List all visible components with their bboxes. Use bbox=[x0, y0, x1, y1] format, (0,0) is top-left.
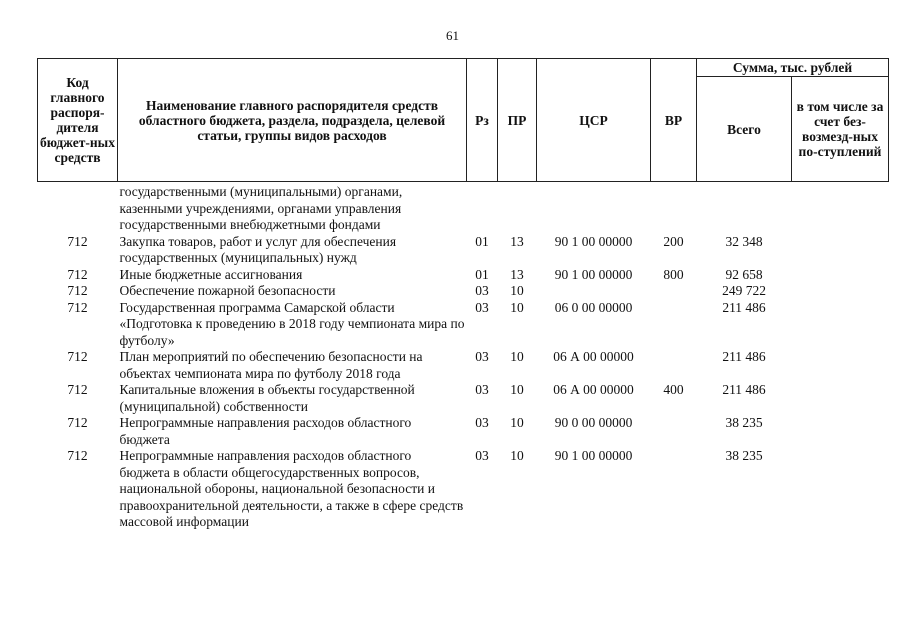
cell-rz: 03 bbox=[475, 415, 489, 430]
cell-total: 211 486 bbox=[722, 382, 766, 397]
cell-gratuitous bbox=[792, 283, 889, 300]
cell-csr: 06 А 00 00000 bbox=[553, 382, 634, 397]
header-rz: Рз bbox=[467, 59, 498, 182]
cell-rz: 03 bbox=[475, 448, 489, 463]
header-code: Код главного распоря-дителя бюджет-ных средств bbox=[38, 59, 118, 182]
table-row bbox=[38, 182, 889, 234]
cell-total: 38 235 bbox=[725, 415, 763, 430]
table-body bbox=[38, 182, 889, 531]
budget-table bbox=[37, 58, 889, 531]
cell-rz: 03 bbox=[475, 283, 489, 298]
cell-rz: 01 bbox=[475, 233, 489, 249]
table-row bbox=[38, 234, 889, 267]
cell-gratuitous bbox=[792, 234, 889, 267]
cell-gratuitous bbox=[792, 415, 889, 448]
header-sum: Сумма, тыс. рублей bbox=[697, 59, 889, 77]
cell-csr: 06 0 00 00000 bbox=[554, 299, 633, 315]
cell-name: Обеспечение пожарной безопасности bbox=[119, 283, 336, 298]
cell-rz: 03 bbox=[475, 349, 489, 364]
cell-vr: 800 bbox=[663, 266, 684, 282]
cell-code: 712 bbox=[67, 448, 88, 463]
table-row bbox=[38, 382, 889, 415]
cell-pr: 10 bbox=[510, 299, 524, 315]
header-total: Всего bbox=[697, 77, 792, 182]
cell-total: 38 235 bbox=[725, 448, 763, 463]
cell-vr bbox=[651, 300, 697, 350]
table-row bbox=[38, 448, 889, 531]
header-vr: ВР bbox=[651, 59, 697, 182]
cell-code: 712 bbox=[67, 233, 88, 249]
cell-gratuitous bbox=[792, 382, 889, 415]
table-row bbox=[38, 267, 889, 284]
table-header bbox=[38, 59, 889, 182]
cell-csr: 90 1 00 00000 bbox=[554, 266, 633, 282]
cell-vr bbox=[651, 283, 697, 300]
cell-csr: 06 А 00 00000 bbox=[553, 349, 634, 364]
cell-csr: 90 0 00 00000 bbox=[554, 415, 633, 430]
cell-total bbox=[697, 182, 792, 234]
header-csr: ЦСР bbox=[537, 59, 651, 182]
cell-name: Иные бюджетные ассигнования bbox=[119, 266, 303, 282]
cell-pr: 10 bbox=[510, 382, 524, 397]
cell-code: 712 bbox=[67, 382, 88, 397]
cell-code: 712 bbox=[67, 349, 88, 364]
cell-total: 211 486 bbox=[722, 299, 766, 315]
cell-code bbox=[38, 182, 118, 234]
cell-pr: 13 bbox=[510, 266, 524, 282]
cell-gratuitous bbox=[792, 182, 889, 234]
cell-gratuitous bbox=[792, 349, 889, 382]
cell-csr: 90 1 00 00000 bbox=[554, 233, 633, 249]
cell-name: государственными (муниципальными) органами, казенными учреждениями, органами управления государственными внебюджетными фондами bbox=[119, 184, 403, 232]
cell-gratuitous bbox=[792, 448, 889, 531]
cell-name: Закупка товаров, работ и услуг для обеспечения государственных (муниципальных) нужд bbox=[119, 233, 397, 265]
cell-code: 712 bbox=[67, 266, 88, 282]
cell-name: Государственная программа Самарской области «Подготовка к проведению в 2018 году чемпионата мира по футболу» bbox=[119, 299, 465, 348]
cell-total: 32 348 bbox=[725, 233, 763, 249]
cell-vr bbox=[651, 448, 697, 531]
cell-total: 211 486 bbox=[722, 349, 766, 364]
header-pr: ПР bbox=[498, 59, 537, 182]
cell-rz bbox=[467, 182, 498, 234]
cell-pr bbox=[498, 182, 537, 234]
cell-pr: 10 bbox=[510, 349, 524, 364]
cell-total: 249 722 bbox=[722, 283, 766, 298]
page-number: 61 bbox=[446, 28, 459, 43]
cell-pr: 10 bbox=[510, 448, 524, 463]
cell-code: 712 bbox=[67, 299, 88, 315]
header-gratuitous: в том числе за счет без-возмезд-ных по-ступлений bbox=[792, 77, 889, 182]
cell-code: 712 bbox=[67, 283, 88, 298]
cell-csr: 90 1 00 00000 bbox=[554, 448, 633, 463]
cell-pr: 10 bbox=[510, 415, 524, 430]
cell-rz: 03 bbox=[475, 299, 489, 315]
cell-vr bbox=[651, 182, 697, 234]
table-row bbox=[38, 415, 889, 448]
cell-pr: 13 bbox=[510, 233, 524, 249]
cell-name: Капитальные вложения в объекты государственной (муниципальной) собственности bbox=[119, 382, 415, 414]
cell-vr bbox=[651, 349, 697, 382]
table-row bbox=[38, 349, 889, 382]
cell-pr: 10 bbox=[510, 283, 524, 298]
cell-csr bbox=[537, 283, 651, 300]
cell-name: Непрограммные направления расходов областного бюджета bbox=[119, 415, 412, 447]
cell-gratuitous bbox=[792, 300, 889, 350]
cell-vr: 400 bbox=[663, 382, 684, 397]
cell-vr: 200 bbox=[663, 233, 684, 249]
cell-code: 712 bbox=[67, 415, 88, 430]
table-row bbox=[38, 300, 889, 350]
cell-rz: 01 bbox=[475, 266, 489, 282]
header-name: Наименование главного распорядителя средств областного бюджета, раздела, подраздела, целевой статьи, группы видов расходов bbox=[118, 59, 467, 182]
cell-name: Непрограммные направления расходов областного бюджета в области общегосударственных вопросов, национальной обороны, национальной безопасности и правоохранительной деятельности, а также в сфере средств массовой информации bbox=[119, 448, 464, 529]
cell-csr bbox=[537, 182, 651, 234]
cell-rz: 03 bbox=[475, 382, 489, 397]
table-row bbox=[38, 283, 889, 300]
cell-total: 92 658 bbox=[725, 266, 763, 282]
cell-vr bbox=[651, 415, 697, 448]
cell-name: План мероприятий по обеспечению безопасности на объектах чемпионата мира по футболу 2018 года bbox=[119, 349, 423, 381]
cell-gratuitous bbox=[792, 267, 889, 284]
